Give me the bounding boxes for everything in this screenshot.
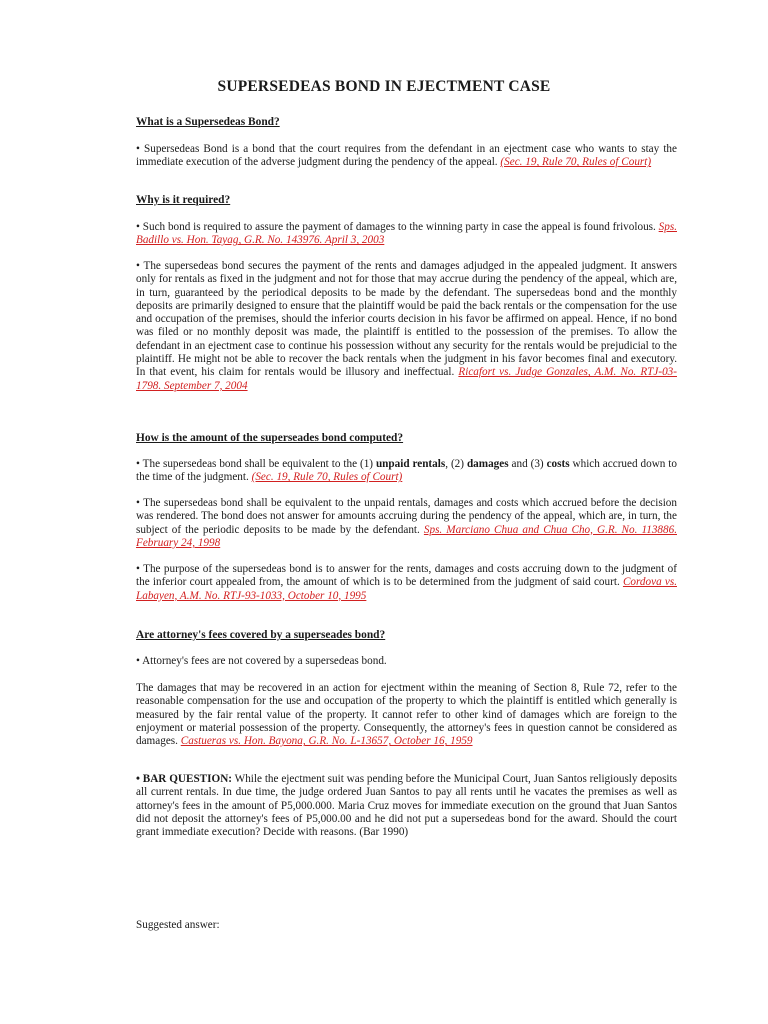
section-heading-amount-computed: How is the amount of the superseades bond computed? <box>136 432 404 444</box>
paragraph-secures-payment <box>136 260 677 393</box>
paragraph-text: • Attorney's fees are not covered by a supersedeas bond. <box>136 655 387 667</box>
term-damages: damages <box>466 458 509 470</box>
section-heading-attorneys-fees: Are attorney's fees covered by a superseades bond? <box>136 629 386 641</box>
paragraph-text: which accrued down to the time of the judgment. <box>136 458 678 484</box>
paragraph-text: and (3) <box>508 458 547 470</box>
citation-link[interactable]: Castueras vs. Hon. Bayona, G.R. No. L-13657, October 16, 1959 <box>180 735 473 748</box>
document-title: SUPERSEDEAS BOND IN EJECTMENT CASE <box>217 78 551 95</box>
citation-link[interactable]: Sps. Badillo vs. Hon. Tayag, G.R. No. 143976. April 3, 2003 <box>136 221 677 247</box>
paragraph-accrued-before-decision <box>136 497 677 550</box>
term-unpaid-rentals: unpaid rentals <box>375 458 446 470</box>
paragraph-purpose-of-bond <box>136 563 677 603</box>
paragraph-text: • The purpose of the supersedeas bond is to answer for the rents, damages and costs accruing down to the judgment of the inferior court appealed from, the amount of which is to be determined from the judgment of said court. <box>136 563 677 589</box>
paragraph-frivolous-appeal <box>136 221 677 248</box>
citation-link[interactable]: (Sec. 19, Rule 70, Rules of Court) <box>251 471 403 484</box>
paragraph-text: • The supersedeas bond shall be equivalent to the unpaid rentals, damages and costs which accrued before the decision was rendered. The bond does not answer for amounts accruing during the pendency of the appeal, which are, in turn, the subject of the periodic deposits to be made by the defendant. <box>136 497 677 536</box>
paragraph-bar-question <box>136 773 677 839</box>
paragraph-text: • Supersedeas Bond is a bond that the court requires from the defendant in an ejectment case who wants to stay the immediate execution of the adverse judgment during the pendency of the appeal. <box>136 143 677 169</box>
citation-link[interactable]: Cordova vs. Labayen, A.M. No. RTJ-93-1033, October 10, 1995 <box>136 576 677 602</box>
bar-question-label: • BAR QUESTION: <box>136 773 233 785</box>
term-costs: costs <box>546 458 570 470</box>
citation-link[interactable]: Ricafort vs. Judge Gonzales, A.M. No. RTJ-03-1798. September 7, 2004 <box>136 366 677 392</box>
citation-link[interactable]: Sps. Marciano Chua and Chua Cho, G.R. No. 113886. February 24, 1998 <box>136 523 677 549</box>
section-heading-what-is: What is a Supersedeas Bond? <box>136 116 280 128</box>
paragraph-text: • Such bond is required to assure the payment of damages to the winning party in case the appeal is found frivolous. <box>136 221 659 233</box>
paragraph-text: , (2) <box>445 458 467 470</box>
paragraph-text: • The supersedeas bond shall be equivalent to the (1) <box>136 458 376 470</box>
paragraph-damages-meaning <box>136 682 677 748</box>
paragraph-text: • The supersedeas bond secures the payment of the rents and damages adjudged in the appealed judgment. It answers only for rentals as fixed in the judgment and not for those that may accrue during the pendency of the appeal, which are, in turn, guaranteed by the periodical deposits to be made by the defendant. The supersedeas bond and the monthly deposits are primarily designed to ensure that the plaintiff would be paid the back rentals or the compensation for the use and occupation of the premises, should the inferior courts decision in his favor be affirmed on appeal. Hence, if no bond was filed or no monthly deposit was made, the plaintiff is entitled to the possession of the premises. To allow the defendant in an ejectment case to continue his possession without any security for the rentals would be prejudicial to the plaintiff. He might not be able to recover the back rentals when the judgment in his favor becomes final and executory. In that event, his claim for rentals would be illusory and ineffectual. <box>136 260 677 379</box>
suggested-answer-label: Suggested answer: <box>136 919 220 931</box>
paragraph-fees-not-covered <box>136 655 677 668</box>
citation-link[interactable]: (Sec. 19, Rule 70, Rules of Court) <box>500 156 652 169</box>
paragraph-text: The damages that may be recovered in an action for ejectment within the meaning of Section 8, Rule 72, refer to the reasonable compensation for the use and occupation of the property to which the plaintiff is entitled which generally is measured by the fair rental value of the property. It cannot refer to other kind of damages which are foreign to the enjoyment or material possession of the property. Consequently, the attorney's fees in question cannot be considered as damages. <box>136 682 677 748</box>
paragraph-equivalent-amount <box>136 458 677 485</box>
paragraph-definition <box>136 143 677 170</box>
paragraph-text: While the ejectment suit was pending before the Municipal Court, Juan Santos religiously deposits all current rentals. In due time, the judge ordered Juan Santos to pay all rents until he vacates the premises as well as attorney's fees in the amount of P5,000.000. Maria Cruz moves for immediate execution on the ground that Juan Santos did not deposit the attorney's fees of P5,000.00 and he did not put a supersedeas bond for the award. Should the court grant immediate execution? Decide with reasons. (Bar 1990) <box>136 773 678 839</box>
section-heading-why-required: Why is it required? <box>136 194 231 206</box>
